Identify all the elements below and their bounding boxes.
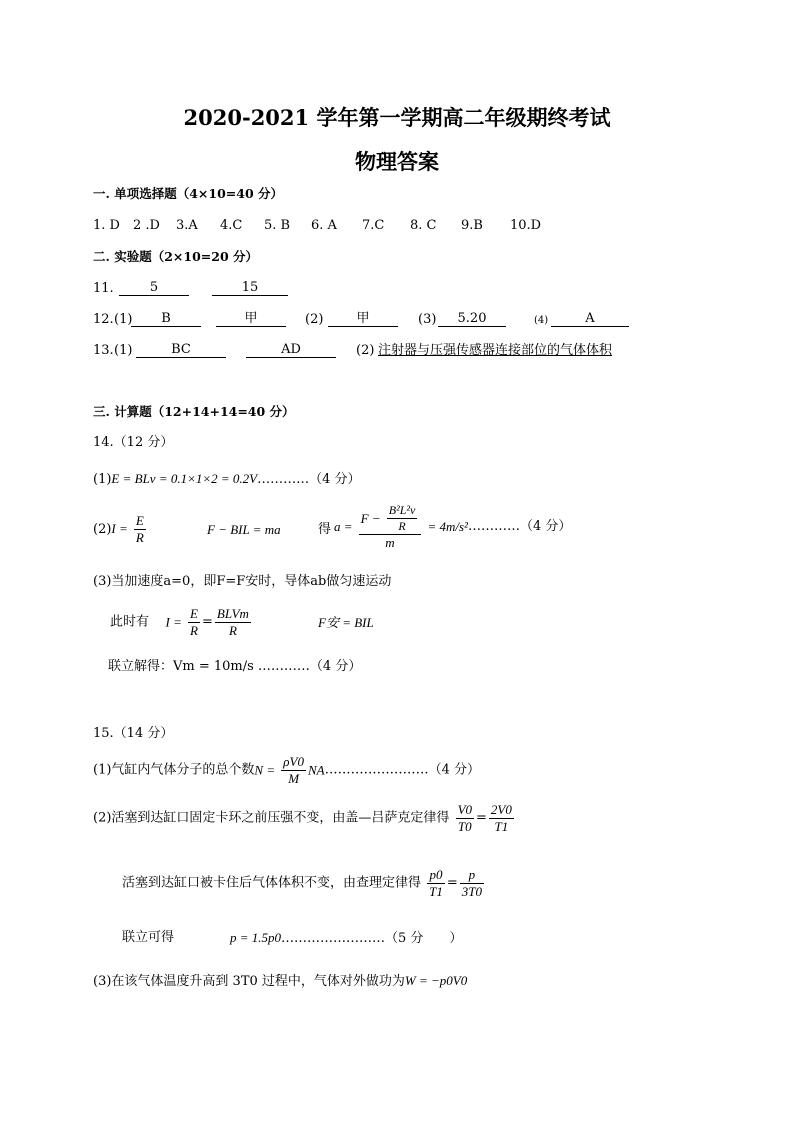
q15-line-2-frac-2-den: T1 [494,819,509,834]
q15-line-4-text: 联立可得 [122,930,175,945]
q14-line-1 [93,471,361,488]
q15-line-3-frac-2 [460,867,484,900]
q15-line-3-frac-1-num: p0 [429,867,443,882]
q15-NA-symbol: NA [307,762,325,778]
q15-line-1-score: ……………………（4 分） [324,762,480,778]
q11-label: 11. [93,281,114,296]
q13-answer-1: BC [136,342,226,358]
q14-emf-equation: E = BLv = 0.1×1×2 = 0.2V [111,471,258,486]
q14-line-4-frac-2-num: BLVm [216,606,249,621]
q15-line-2 [93,802,516,835]
q15-line-1-fraction [281,754,306,787]
q14-frac-den: R [135,530,144,545]
q12-answer-3: 甲 [328,311,398,327]
q15-line-3 [122,867,486,900]
q14-newton-text: F − BIL = ma [207,522,281,537]
q14-label: 14.（12 分） [93,435,174,450]
q13-part-1: (1) [114,343,133,358]
q15-line-3-frac-2-num: p [468,867,476,882]
q14-line-4-frac-1-num: E [190,606,198,621]
q14-current-symbol: I = [111,521,128,536]
q14-outer-den: m [385,535,395,550]
q15-line-1-num: ρV0 [283,754,304,769]
q15-line-2-equals: = [476,810,487,826]
q13-label: 13. [93,343,114,358]
q15-line-4 [230,930,462,947]
q14-line-4-frac-2 [215,606,251,639]
q12-part-2: (2) [305,312,324,327]
q14-line-2-score: …………（4 分） [467,519,572,534]
q14-ampere-force [318,615,374,632]
q14-newton-equation [207,522,281,539]
q15-line-3-equals: = [446,875,458,891]
q14-line-4 [110,606,253,639]
q14-current-fraction [134,513,146,546]
q15-label: 15.（14 分） [93,726,174,741]
q11-answer-2: 15 [212,280,288,296]
section-1-title: 一. 单项选择题（4×10=40 分） [93,186,283,201]
q15-line-3-text: 活塞到达缸口被卡住后气体体积不变，由查理定律得 [122,875,422,891]
q14-inner-fraction [387,503,418,534]
q15-line-3-frac-1 [427,867,445,900]
q14-acceleration-result: = 4m/s² [427,519,468,534]
q15-line-4-score: ……………………（5 分 ） [281,931,463,946]
q14-line-4-frac-1 [188,606,200,639]
q12-part-3: (3) [418,312,437,327]
q14-inner-den: R [398,519,406,533]
q14-line-4-equals: = [202,614,213,630]
q15-line-1-text: (1)气缸内气体分子的总个数 [93,762,255,778]
q14-line-4-frac-1-den: R [190,623,198,638]
q14-line-2a [93,513,148,546]
q15-line-2-frac-2-num: 2V0 [490,802,512,817]
q12-part-4: (4) [534,315,549,326]
q14-ampere-force-text: F安 = BIL [318,615,374,630]
page-title: 2020-2021 学年第一学期高二年级期终考试 [183,105,611,130]
q14-line-4-I: I = [165,614,182,630]
q12-answer-1: B [131,311,201,327]
q15-line-2-frac-1-num: V0 [457,802,473,817]
q15-line-5 [93,973,467,990]
q14-acceleration-fraction [359,503,422,551]
q15-line-3-frac-2-den: 3T0 [461,884,483,899]
mc-answer: 4.C [220,218,243,233]
mc-answer: 2 .D [133,218,160,233]
q15-pressure-result: p = 1.5p0 [230,930,282,945]
q14-num-prefix: F − [360,511,381,526]
q14-line-4-prefix: 此时有 [110,614,150,630]
q15-line-2-text: (2)活塞到达缸口固定卡环之前压强不变，由盖—吕萨克定律得 [93,810,450,826]
mc-answer: 1. D [93,218,120,233]
q14-line-1-score: …………（4 分） [257,472,361,487]
q13-answer-2: AD [246,342,336,358]
page-subtitle: 物理答案 [355,149,439,174]
q15-line-1-den: M [288,771,300,786]
mc-answer: 6. A [311,218,337,233]
q15-line-2-frac-2 [489,802,514,835]
q12-label: 12. [93,312,114,327]
mc-answer: 3.A [176,218,198,233]
q12-part-1: (1) [114,312,133,327]
section-2-title: 二. 实验题（2×10=20 分） [93,249,258,264]
mc-answer: 7.C [362,218,385,233]
q14-line-4-frac-2-den: R [228,623,237,638]
mc-answer: 8. C [410,218,437,233]
q14-frac-num: E [135,513,144,528]
q11-answer-1: 5 [119,280,189,296]
q14-line-5: 联立解得：Vm = 10m/s …………（4 分） [108,659,362,674]
q14-a-symbol: a = [334,519,353,534]
q14-line-1-prefix: (1) [93,472,112,487]
q15-line-3-frac-1-den: T1 [429,884,443,899]
q15-line-5-text: (3)在该气体温度升高到 3T0 过程中，气体对外做功为 [93,974,405,989]
mc-answer: 5. B [264,218,291,233]
q12-answer-5: A [551,311,629,327]
q12-answer-4: 5.20 [438,311,506,327]
mc-answer: 9.B [461,218,483,233]
q14-de-label: 得 [318,522,332,537]
q14-inner-num: B²L²v [388,503,416,517]
q14-line-2-prefix: (2) [93,522,112,537]
q15-line-1 [93,754,480,787]
q15-line-2-frac-1-den: T0 [457,819,472,834]
q15-work-equation: W = −p0V0 [404,973,468,988]
q15-N-symbol: N = [254,762,276,778]
q14-acceleration-equation [334,503,571,551]
q15-line-2-frac-1 [456,802,474,835]
q14-line-3: (3)当加速度a=0，即F=F安时，导体ab做匀速运动 [93,574,392,589]
q13-answer-3: 注射器与压强传感器连接部位的气体体积 [378,343,613,358]
q13-part-2: (2) [356,343,375,358]
section-3-title: 三. 计算题（12+14+14=40 分） [93,404,295,419]
mc-answer: 10.D [510,218,542,233]
q12-answer-2: 甲 [216,311,286,327]
